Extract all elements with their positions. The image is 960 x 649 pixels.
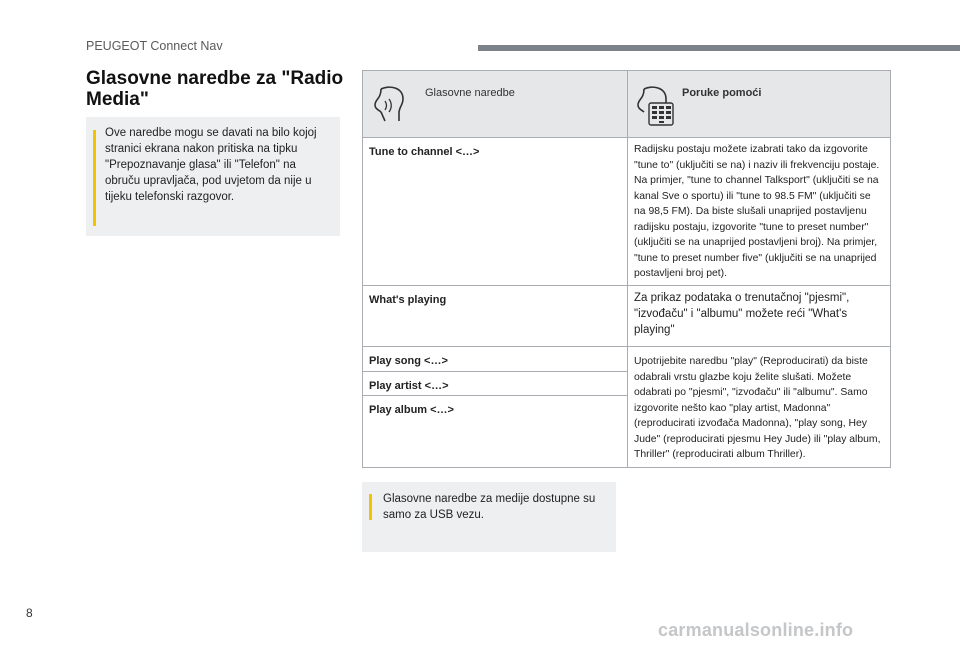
command-text: What's playing <box>369 294 447 307</box>
info-bar-icon <box>93 130 96 226</box>
table-header-row <box>363 71 891 138</box>
help-cell <box>628 347 891 468</box>
note-box-left <box>86 117 340 236</box>
table-header-help <box>628 71 891 138</box>
command-cell <box>363 347 628 372</box>
command-cell <box>363 286 628 347</box>
watermark: carmanualsonline.info <box>658 620 854 640</box>
info-bar-icon <box>369 494 372 520</box>
table-header-commands <box>363 71 628 138</box>
note-right-text: Glasovne naredbe za medije dostupne su samo za USB vezu. <box>383 493 596 521</box>
table-row <box>363 286 891 347</box>
help-keypad-icon <box>636 83 676 127</box>
table-row <box>363 138 891 286</box>
header-title: PEUGEOT Connect Nav <box>86 39 223 53</box>
header-divider-bar <box>478 45 960 51</box>
note-box-right <box>362 482 616 552</box>
note-left-text: Ove naredbe mogu se davati na bilo kojoj stranici ekrana nakon pritiska na tipku "Prepoznavanje glasa" ili "Telefon" na obruču upravljača, pod uvjetom da nije u tijeku telefonski razgovor. <box>105 127 317 203</box>
command-text: Tune to channel <…> <box>369 146 480 159</box>
help-cell <box>628 286 891 347</box>
table-row <box>363 347 891 372</box>
header-label-help: Poruke pomoći <box>682 87 762 99</box>
help-text: Upotrijebite naredbu "play" (Reproducirati) da biste odabrali vrstu glazbe koju želite slušati. Možete odabrati po "pjesmi", "izvođaču" ili "albumu". Samo izgovorite nešto kao "play artist, Madonna" (reproducirati izvođača Madonna), "play song, Hey Jude" (reproducirati pjesmu Hey Jude) ili "play album, Thriller" (reproducirati album Thriller). <box>634 356 881 461</box>
voice-command-icon <box>371 83 411 125</box>
help-text: Radijsku postaju možete izabrati tako da izgovorite "tune to" (uključiti se na) i naziv ili frekvenciju postaje. Na primjer, "tune to channel Talksport" (uključiti se na kanal Sve o sportu) ili "tune to 98.5 FM" (uključiti se na 98,5 FM). Da biste slušali unaprijed postavljenu radijsku postaju, izgovorite "tune to preset number" (uključiti se na unaprijed postavljeni broj). Na primjer, "tune to preset number five" (uključiti se na unaprijed postavljeni broj pet). <box>634 144 880 280</box>
command-text: Play album <…> <box>369 404 454 417</box>
command-cell <box>363 396 628 468</box>
header-label-commands: Glasovne naredbe <box>425 87 515 99</box>
section-title: Glasovne naredbe za "Radio Media" <box>86 68 344 110</box>
command-text: Play song <…> <box>369 355 448 368</box>
voice-commands-table <box>362 70 891 468</box>
help-text: Za prikaz podataka o trenutačnoj "pjesmi", "izvođaču" i "albumu" možete reći "What's playing" <box>634 292 850 337</box>
command-cell <box>363 138 628 286</box>
command-cell <box>363 371 628 396</box>
page-number: 8 <box>26 606 33 620</box>
help-cell <box>628 138 891 286</box>
command-text: Play artist <…> <box>369 379 449 392</box>
